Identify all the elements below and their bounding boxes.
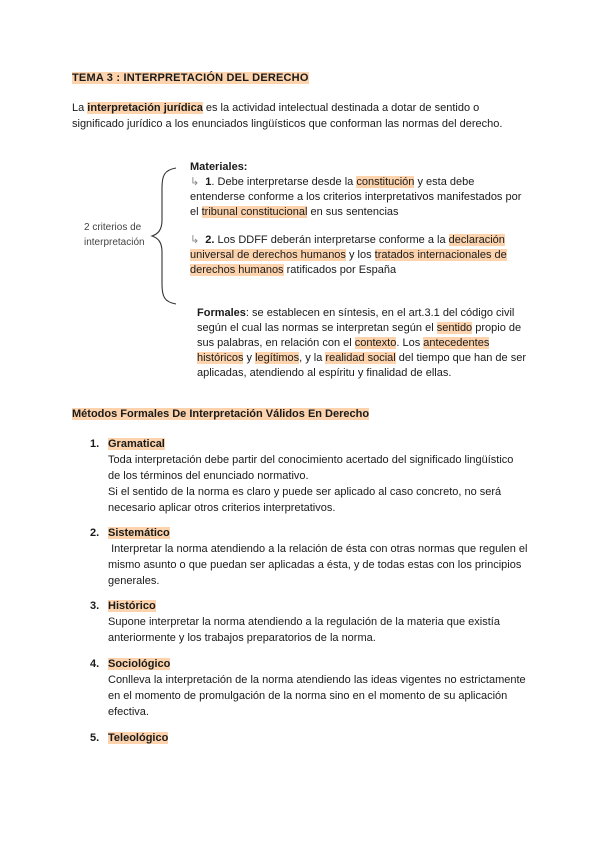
arrow-icon: ↳ — [190, 234, 200, 246]
method-num: 4. — [90, 658, 100, 670]
item2-num: 2. — [205, 234, 215, 246]
formales-highlight-1: sentido — [436, 322, 473, 334]
formales-highlight-3: antecedentes históricos — [197, 337, 490, 364]
method-heading — [90, 527, 170, 539]
method-num: 2. — [90, 527, 100, 539]
item1-text-1: . Debe interpretarse desde la — [211, 176, 357, 188]
item1-text-2: y esta debe entenderse conforme a los criterios interpretativos manifestados por el — [190, 176, 522, 218]
intro-post: es la actividad intelectual destinada a dotar de sentido o significado jurídico a los enunciados lingüísticos que conforman las normas del derecho. — [72, 102, 503, 130]
materiales-title: Materiales: — [190, 161, 248, 173]
method-name: Sistemático — [108, 527, 170, 539]
method-body-text: Supone interpretar la norma atendiendo a la regulación de la materia que existía anteriormente y los trabajos preparatorios de la norma. — [108, 616, 500, 644]
item2-highlight-1: declaración universal de derechos humanos — [190, 234, 505, 261]
methods-title-text: Métodos Formales De Interpretación Válidos En Derecho — [72, 408, 370, 420]
method-heading — [90, 658, 170, 670]
item2-text-3: ratificados por España — [283, 264, 397, 276]
item1-num: 1 — [205, 176, 212, 188]
intro-paragraph — [72, 100, 532, 132]
formales-text-1: : se establecen en síntesis, en el art.3.1 del código civil según el cual las normas se interpretan según el — [197, 307, 515, 334]
method-num: 5. — [90, 732, 100, 744]
method-body-text: Conlleva la interpretación de la norma atendiendo las ideas vigentes no estrictamente en el momento de promulgación de la norma sino en el momento de su aplicación efectiva. — [108, 674, 526, 718]
method-name: Sociológico — [108, 658, 171, 670]
materiales-item-1 — [190, 175, 530, 220]
item2-highlight-2: tratados internacionales de derechos humanos — [190, 249, 507, 276]
method-body — [108, 614, 528, 646]
formales-highlight-4: legítimos — [255, 352, 300, 364]
method-name: Histórico — [108, 600, 156, 612]
formales-highlight-2: contexto — [354, 337, 397, 349]
formales-text-3: . Los — [396, 337, 424, 349]
formales-text-2: propio de sus palabras, en relación con el — [197, 322, 522, 349]
item2-text-2: y los — [345, 249, 375, 261]
methods-title — [72, 408, 369, 420]
method-name: Gramatical — [108, 438, 165, 450]
method-num: 1. — [90, 438, 100, 450]
formales-text-5: , y la — [299, 352, 326, 364]
formales-title: Formales — [197, 307, 246, 319]
method-heading — [90, 438, 165, 450]
item1-highlight-1: constitución — [356, 176, 415, 188]
method-heading — [90, 732, 168, 744]
page-title — [72, 72, 309, 84]
materiales-item-2 — [190, 233, 530, 278]
page-title-text: TEMA 3 : INTERPRETACIÓN DEL DERECHO — [72, 72, 309, 84]
method-body — [108, 672, 528, 720]
intro-highlight: interpretación jurídica — [87, 102, 203, 114]
item2-text-1: Los DDFF deberán interpretarse conforme a la — [214, 234, 449, 246]
formales-text-6: del tiempo que han de ser aplicadas, atendiendo al espíritu y finalidad de ellas. — [197, 352, 527, 379]
formales-text-4: y — [243, 352, 256, 364]
method-body — [108, 541, 531, 589]
method-name: Teleológico — [108, 732, 169, 744]
item1-highlight-2: tribunal constitucional — [201, 206, 308, 218]
method-body-text: Interpretar la norma atendiendo a la relación de ésta con otras normas que regulen el mismo asunto o que puedan ser aplicadas a ésta, y de todas estas con los principios generales. — [108, 543, 531, 587]
method-body-text: Toda interpretación debe partir del conocimiento acertado del significado lingüístico de los términos del enunciado normativo. — [108, 454, 514, 482]
method-body-text-2: Si el sentido de la norma es claro y puede ser aplicado al caso concreto, no será necesario aplicar otros criterios interpretativos. — [108, 486, 502, 514]
criterios-label: 2 criterios de interpretación — [84, 222, 145, 248]
intro-pre: La — [72, 102, 88, 114]
item1-text-3: en sus sentencias — [307, 206, 399, 218]
method-num: 3. — [90, 600, 100, 612]
formales-paragraph — [197, 306, 532, 381]
method-heading — [90, 600, 156, 612]
method-body — [108, 452, 528, 516]
arrow-icon: ↳ — [190, 176, 200, 188]
formales-highlight-5: realidad social — [325, 352, 396, 364]
